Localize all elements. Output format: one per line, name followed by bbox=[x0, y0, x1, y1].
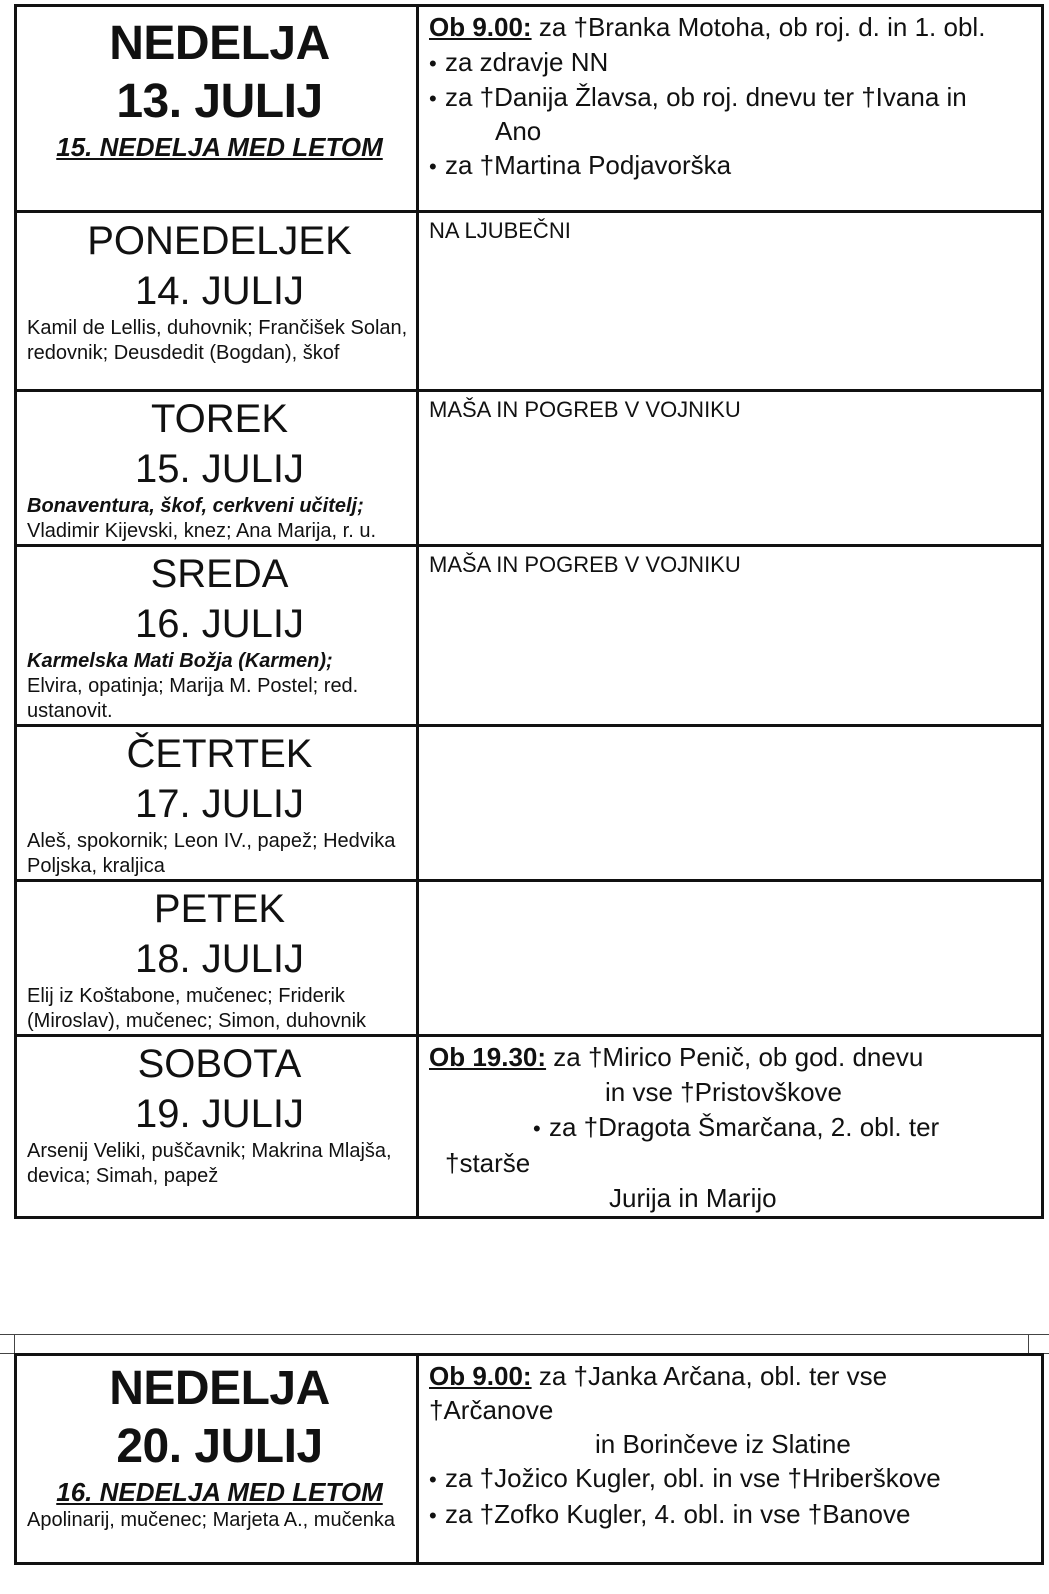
bullet-icon: • bbox=[429, 1503, 437, 1528]
mass-text: za †Danija Žlavsa, ob roj. dnevu ter †Ivana in bbox=[445, 82, 967, 112]
row-sunday-20 bbox=[16, 1355, 1043, 1564]
mass-line bbox=[429, 45, 1037, 81]
day-name: ČETRTEK bbox=[126, 732, 313, 776]
mass-text: za †Jožico Kugler, obl. in vse †Hriberškove bbox=[445, 1463, 941, 1493]
mass-cell bbox=[418, 546, 1043, 726]
sunday-label: 15. NEDELJA MED LETOM bbox=[56, 132, 383, 162]
bullet-icon: • bbox=[429, 51, 437, 76]
mass-line bbox=[429, 1461, 1037, 1497]
mass-cell bbox=[418, 1355, 1043, 1564]
note-text: MAŠA IN POGREB V VOJNIKU bbox=[429, 397, 741, 422]
day-cell bbox=[16, 1355, 418, 1564]
day-name: NEDELJA bbox=[109, 17, 330, 70]
day-cell bbox=[16, 391, 418, 546]
row-tuesday bbox=[16, 391, 1043, 546]
mass-text: za †Janka Arčana, obl. ter vse bbox=[531, 1361, 888, 1391]
day-name: SREDA bbox=[150, 552, 289, 596]
mass-text: za †Dragota Šmarčana, 2. obl. ter bbox=[549, 1112, 940, 1142]
mass-line bbox=[429, 148, 1037, 184]
page-break-tick bbox=[1028, 1335, 1029, 1353]
mass-time: Ob 19.30: bbox=[429, 1042, 547, 1072]
mass-time: Ob 9.00: bbox=[429, 1361, 532, 1391]
mass-text: za zdravje NN bbox=[445, 47, 609, 77]
day-date: 15. JULIJ bbox=[135, 447, 304, 491]
mass-text: za †Martina Podjavorška bbox=[445, 150, 732, 180]
mass-line-cont: Ano bbox=[495, 116, 542, 146]
day-cell bbox=[16, 212, 418, 391]
mass-line bbox=[429, 10, 1037, 45]
mass-line bbox=[429, 1110, 1037, 1146]
day-cell bbox=[16, 726, 418, 881]
schedule-table-week-1 bbox=[14, 4, 1044, 1219]
mass-line bbox=[429, 1040, 1037, 1075]
mass-time: Ob 9.00: bbox=[429, 12, 532, 42]
saints-text: Kamil de Lellis, duhovnik; Frančišek Solan, redovnik; Deusdedit (Bogdan), škof bbox=[27, 317, 408, 364]
day-date: 14. JULIJ bbox=[135, 269, 304, 313]
mass-line: in vse †Pristovškove bbox=[605, 1077, 842, 1107]
day-date: 16. JULIJ bbox=[135, 602, 304, 646]
saints-text: Aleš, spokornik; Leon IV., papež; Hedvika Poljska, kraljica bbox=[27, 830, 396, 877]
mass-text: za †Branka Motoha, ob roj. d. in 1. obl. bbox=[531, 12, 986, 42]
row-monday bbox=[16, 212, 1043, 391]
note-text: NA LJUBEČNI bbox=[429, 218, 571, 243]
mass-cell bbox=[418, 881, 1043, 1036]
mass-text: za †Mirico Penič, ob god. dnevu bbox=[546, 1042, 924, 1072]
day-cell bbox=[16, 6, 418, 212]
saints-text: Elij iz Koštabone, mučenec; Friderik (Miroslav), mučenec; Simon, duhovnik bbox=[27, 985, 367, 1032]
mass-line: in Borinčeve iz Slatine bbox=[595, 1429, 851, 1459]
note-text: MAŠA IN POGREB V VOJNIKU bbox=[429, 552, 741, 577]
row-saturday bbox=[16, 1036, 1043, 1218]
mass-line bbox=[429, 1359, 1037, 1393]
saints-text: Vladimir Kijevski, knez; Ana Marija, r. u. bbox=[27, 520, 377, 542]
day-date: 17. JULIJ bbox=[135, 782, 304, 826]
day-date: 13. JULIJ bbox=[116, 75, 323, 128]
day-name: PETEK bbox=[153, 887, 286, 931]
row-sunday-13 bbox=[16, 6, 1043, 212]
mass-line bbox=[429, 81, 1037, 115]
day-date: 18. JULIJ bbox=[135, 937, 304, 981]
row-wednesday bbox=[16, 546, 1043, 726]
bullet-icon: • bbox=[533, 1116, 541, 1141]
saint-main: Karmelska Mati Božja (Karmen); bbox=[27, 650, 333, 672]
day-name: TOREK bbox=[150, 397, 289, 441]
day-name: SOBOTA bbox=[137, 1042, 302, 1086]
mass-line: †Arčanove bbox=[429, 1395, 554, 1425]
row-thursday bbox=[16, 726, 1043, 881]
saints-text: Arsenij Veliki, puščavnik; Makrina Mlajša, devica; Simah, papež bbox=[27, 1140, 392, 1187]
mass-line: †starše bbox=[445, 1148, 531, 1178]
sunday-label: 16. NEDELJA MED LETOM bbox=[56, 1477, 383, 1507]
page-break bbox=[0, 1334, 1049, 1354]
mass-cell bbox=[418, 212, 1043, 391]
mass-line bbox=[429, 1497, 1037, 1533]
bullet-icon: • bbox=[429, 1467, 437, 1492]
mass-cell bbox=[418, 6, 1043, 212]
mass-line: Jurija in Marijo bbox=[609, 1183, 777, 1213]
day-date: 19. JULIJ bbox=[135, 1092, 304, 1136]
page-break-tick bbox=[14, 1335, 15, 1353]
day-cell bbox=[16, 546, 418, 726]
saint-main: Bonaventura, škof, cerkveni učitelj; bbox=[27, 495, 364, 517]
mass-cell bbox=[418, 726, 1043, 881]
saints-text: Elvira, opatinja; Marija M. Postel; red. ustanovit. bbox=[27, 675, 359, 722]
saints-text: Apolinarij, mučenec; Marjeta A., mučenka bbox=[27, 1509, 395, 1531]
day-cell bbox=[16, 881, 418, 1036]
mass-cell bbox=[418, 1036, 1043, 1218]
bullet-icon: • bbox=[429, 86, 437, 111]
mass-cell bbox=[418, 391, 1043, 546]
bullet-icon: • bbox=[429, 154, 437, 179]
mass-text: za †Zofko Kugler, 4. obl. in vse †Banove bbox=[445, 1499, 911, 1529]
day-date: 20. JULIJ bbox=[116, 1420, 323, 1473]
schedule-table-week-2 bbox=[14, 1353, 1044, 1565]
day-name: PONEDELJEK bbox=[87, 219, 352, 263]
day-cell bbox=[16, 1036, 418, 1218]
row-friday bbox=[16, 881, 1043, 1036]
day-name: NEDELJA bbox=[109, 1362, 330, 1415]
